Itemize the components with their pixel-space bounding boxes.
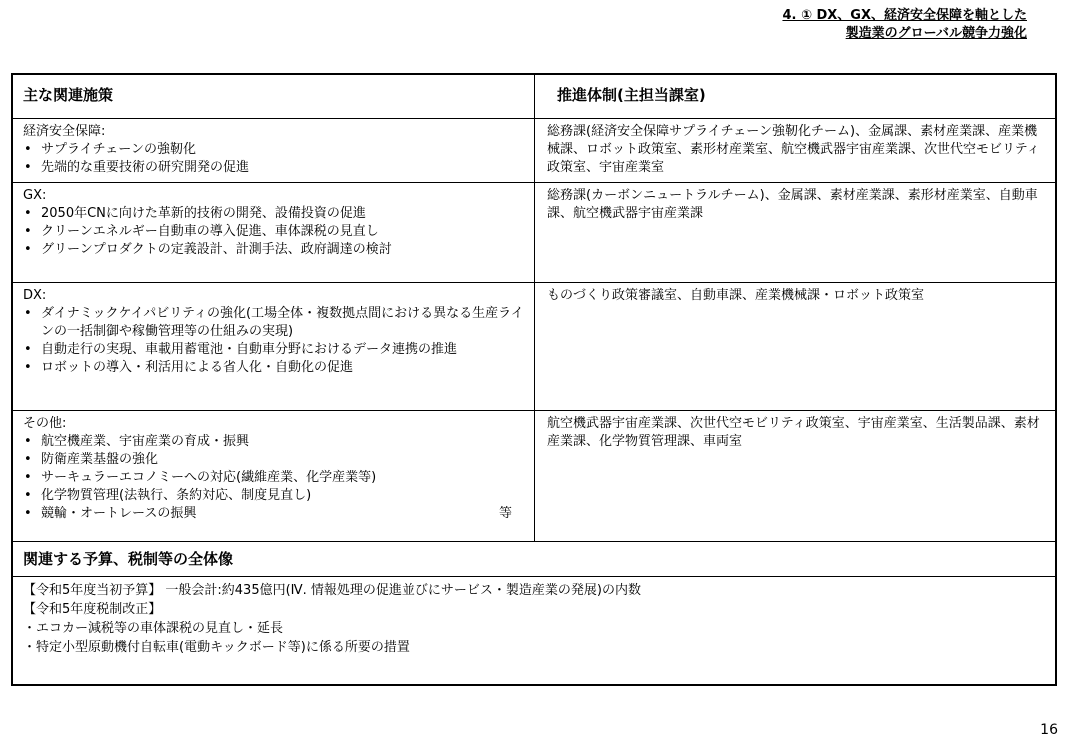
table-header-row <box>13 75 1055 118</box>
policy-bullet-text: 競輪・オートレースの振興 <box>41 506 197 521</box>
etc-suffix: 等 <box>498 506 512 521</box>
policy-bullet: • ダイナミックケイパビリティの強化(工場全体・複数拠点間における異なる生産ラインの一括制御や稼働管理等の仕組みの実現) <box>23 305 524 341</box>
policy-title: GX: <box>23 188 47 203</box>
policy-cell <box>13 411 535 541</box>
page-heading <box>627 7 1027 43</box>
budget-content <box>13 577 1055 657</box>
header-main-policies: 主な関連施策 <box>23 86 114 104</box>
header-right-cell <box>535 75 1055 118</box>
policy-title: 経済安全保障: <box>23 124 106 139</box>
policy-bullet-last <box>23 505 524 523</box>
policy-bullets <box>23 141 524 177</box>
table-row <box>13 182 1055 282</box>
policy-title: DX: <box>23 288 47 303</box>
policy-bullet: • グリーンプロダクトの定義設計、計測手法、政府調達の検討 <box>23 241 524 259</box>
structure-text: 航空機武器宇宙産業課、次世代空モビリティ政策室、宇宙産業室、生活製品課、素材産業課、化学物質管理課、車両室 <box>547 416 1040 449</box>
page-heading-line-2: 製造業のグローバル競争力強化 <box>845 26 1027 41</box>
header-promotion-structure: 推進体制(主担当課室) <box>557 86 706 104</box>
budget-line: ・エコカー減税等の車体課税の見直し・延長 <box>23 621 284 636</box>
page-heading-line-1: 4. ① DX、GX、経済安全保障を軸とした <box>782 8 1027 23</box>
policy-bullet: • ロボットの導入・利活用による省人化・自動化の促進 <box>23 359 524 377</box>
policy-bullet: • 防衛産業基盤の強化 <box>23 451 524 469</box>
structure-text: 総務課(カーボンニュートラルチーム)、金属課、素材産業課、素形材産業室、自動車課、航空機武器宇宙産業課 <box>547 188 1038 221</box>
budget-section-title: 関連する予算、税制等の全体像 <box>23 550 234 568</box>
policy-bullets <box>23 205 524 259</box>
policy-bullet: • 自動走行の実現、車載用蓄電池・自動車分野におけるデータ連携の推進 <box>23 341 524 359</box>
policy-bullet: • サプライチェーンの強靭化 <box>23 141 524 159</box>
policy-table <box>11 73 1057 686</box>
budget-line: 【令和5年度当初予算】 一般会計:約435億円(Ⅳ. 情報処理の促進並びにサービス・製造産業の発展)の内数 <box>23 583 642 598</box>
policy-bullet: • 先端的な重要技術の研究開発の促進 <box>23 159 524 177</box>
structure-cell <box>535 183 1055 282</box>
table-row <box>13 410 1055 541</box>
structure-cell <box>535 119 1055 182</box>
policy-bullet: • サーキュラーエコノミーへの対応(繊維産業、化学産業等) <box>23 469 524 487</box>
policy-bullets <box>23 305 524 377</box>
structure-cell <box>535 411 1055 541</box>
header-left-cell <box>13 75 535 118</box>
page-number: 16 <box>1040 722 1058 738</box>
policy-bullet: • クリーンエネルギー自動車の導入促進、車体課税の見直し <box>23 223 524 241</box>
budget-content-row <box>13 576 1055 684</box>
policy-bullets <box>23 433 524 523</box>
structure-text: ものづくり政策審議室、自動車課、産業機械課・ロボット政策室 <box>547 288 925 303</box>
policy-bullet: • 化学物質管理(法執行、条約対応、制度見直し) <box>23 487 524 505</box>
policy-bullet: • 航空機産業、宇宙産業の育成・振興 <box>23 433 524 451</box>
budget-line: 【令和5年度税制改正】 <box>23 602 162 617</box>
budget-line: ・特定小型原動機付自転車(電動キックボード等)に係る所要の措置 <box>23 640 410 655</box>
policy-cell <box>13 119 535 182</box>
policy-cell <box>13 183 535 282</box>
policy-cell <box>13 283 535 410</box>
policy-bullet: • 2050年CNに向けた革新的技術の開発、設備投資の促進 <box>23 205 524 223</box>
structure-cell <box>535 283 1055 410</box>
budget-title-row <box>13 541 1055 576</box>
table-row <box>13 282 1055 410</box>
table-row <box>13 118 1055 182</box>
policy-title: その他: <box>23 416 67 431</box>
structure-text: 総務課(経済安全保障サプライチェーン強靭化チーム)、金属課、素材産業課、産業機械課、ロボット政策室、素形材産業室、航空機武器宇宙産業課、次世代空モビリティ政策室、宇宙産業室 <box>547 124 1040 175</box>
